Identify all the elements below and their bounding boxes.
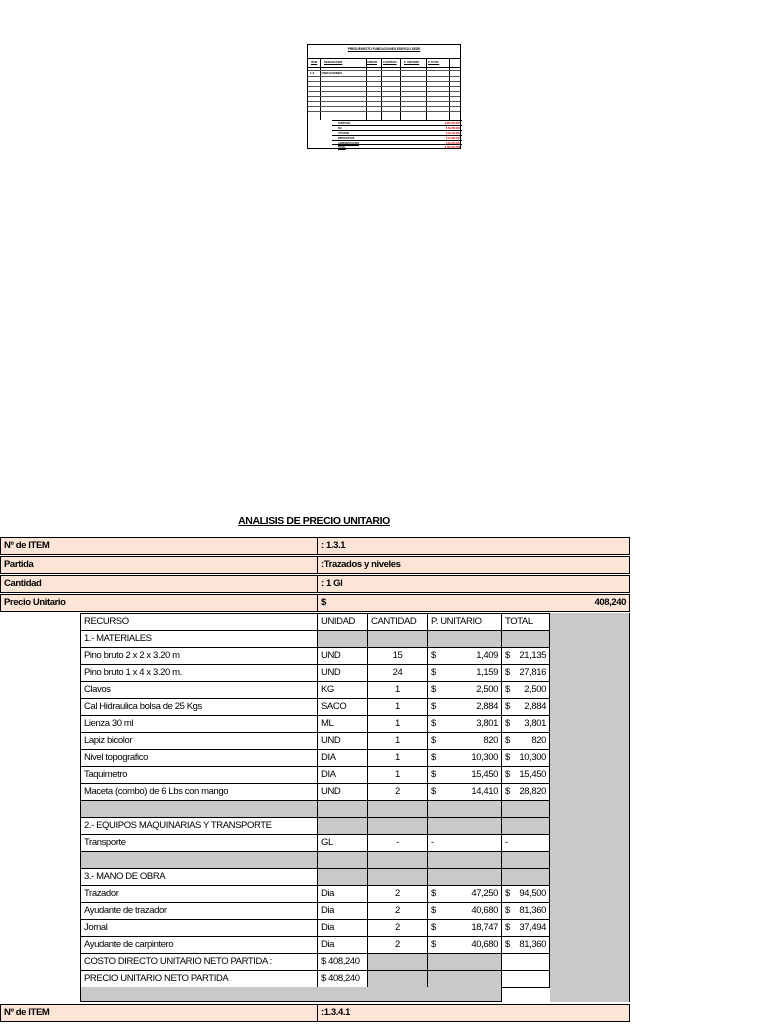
empty-cell xyxy=(317,800,368,818)
cantidad-cell: 1 xyxy=(367,732,428,750)
table-row xyxy=(80,732,550,750)
table-row xyxy=(80,715,550,733)
budget-header-item: ITEM xyxy=(311,61,318,64)
table-row xyxy=(80,936,550,954)
info-value: :Trazados y niveles xyxy=(317,556,630,574)
total-cell xyxy=(501,783,550,801)
recurso-cell: Trazador xyxy=(80,885,318,903)
currency-symbol: $ xyxy=(505,650,510,661)
precio-neto-row xyxy=(80,970,550,988)
table-row xyxy=(80,902,550,920)
empty-cell xyxy=(80,987,502,1002)
currency-symbol: $ xyxy=(431,701,436,712)
total-cell xyxy=(501,902,550,920)
punit-cell xyxy=(427,698,502,716)
unidad-cell: UND xyxy=(317,732,368,750)
total-value: 15,450 xyxy=(519,769,546,780)
precio-neto-value: $ 408,240 xyxy=(317,970,368,988)
costo-directo-row xyxy=(80,953,550,971)
info-label: Nº de ITEM xyxy=(0,1004,318,1022)
table-row xyxy=(80,664,550,682)
unidad-cell: ML xyxy=(317,715,368,733)
table-row xyxy=(80,885,550,903)
punit-value: 3,801 xyxy=(476,718,498,729)
empty-cell xyxy=(367,817,428,835)
punit-value: 1,159 xyxy=(476,667,498,678)
total-value: 27,816 xyxy=(519,667,546,678)
cantidad-cell: 2 xyxy=(367,783,428,801)
currency-symbol: $ xyxy=(431,922,436,933)
punit-cell xyxy=(427,766,502,784)
table-row xyxy=(80,647,550,665)
budget-header-ptotal: P. TOTAL xyxy=(428,61,440,64)
empty-cell xyxy=(501,817,550,835)
empty-cell xyxy=(427,851,502,869)
currency-symbol: $ xyxy=(431,888,436,899)
unidad-cell: Dia xyxy=(317,902,368,920)
costo-directo-label: COSTO DIRECTO UNITARIO NETO PARTIDA : xyxy=(80,953,318,971)
info-row-item xyxy=(0,537,630,555)
cantidad-cell: 2 xyxy=(367,919,428,937)
budget-header-punitario: P. UNITARIO xyxy=(404,61,420,64)
section-row-mano-obra xyxy=(80,868,550,886)
empty-cell xyxy=(317,851,368,869)
total-cell xyxy=(501,749,550,767)
total-cell xyxy=(501,647,550,665)
currency-symbol: $ xyxy=(505,684,510,695)
table-row xyxy=(80,783,550,801)
analysis-title: ANALISIS DE PRECIO UNITARIO xyxy=(238,515,390,527)
cantidad-cell: 2 xyxy=(367,936,428,954)
info-label: Nº de ITEM xyxy=(0,537,318,555)
punit-value: 10,300 xyxy=(471,752,498,763)
empty-cell xyxy=(367,868,428,886)
empty-cell xyxy=(501,953,550,971)
empty-cell xyxy=(427,953,502,971)
total-cell xyxy=(501,715,550,733)
empty-cell xyxy=(501,868,550,886)
spacer-row xyxy=(80,800,550,818)
precio-neto-label: PRECIO UNITARIO NETO PARTIDA xyxy=(80,970,318,988)
currency-symbol: $ xyxy=(505,769,510,780)
currency-symbol: $ xyxy=(431,769,436,780)
cantidad-cell: 24 xyxy=(367,664,428,682)
budget-total-row: IMPREVISTOS $ 10,860,000 xyxy=(332,135,462,141)
precio-unitario-amount: 408,240 xyxy=(594,597,626,608)
recurso-cell: Maceta (combo) de 6 Lbs con mango xyxy=(80,783,318,801)
total-cell xyxy=(501,664,550,682)
empty-cell xyxy=(501,970,550,988)
unidad-cell: SACO xyxy=(317,698,368,716)
empty-cell xyxy=(317,817,368,835)
currency-symbol: $ xyxy=(505,922,510,933)
empty-cell xyxy=(427,817,502,835)
empty-cell xyxy=(367,851,428,869)
currency-symbol: $ xyxy=(321,597,326,608)
currency-symbol: $ xyxy=(431,667,436,678)
empty-cell xyxy=(80,800,318,818)
total-value: 820 xyxy=(531,735,546,746)
empty-cell xyxy=(367,970,428,988)
total-cell xyxy=(501,681,550,699)
recurso-cell: Pino bruto 2 x 2 x 3.20 m xyxy=(80,647,318,665)
punit-value: 2,884 xyxy=(476,701,498,712)
empty-cell xyxy=(427,800,502,818)
empty-cell xyxy=(501,987,550,1002)
total-value: 21,135 xyxy=(519,650,546,661)
unidad-cell: UND xyxy=(317,783,368,801)
cantidad-cell: 1 xyxy=(367,698,428,716)
currency-symbol: $ xyxy=(431,684,436,695)
unidad-cell: KG xyxy=(317,681,368,699)
empty-cell xyxy=(501,630,550,648)
recurso-cell: Pino bruto 1 x 4 x 3.20 m. xyxy=(80,664,318,682)
total-cell xyxy=(501,919,550,937)
empty-cell xyxy=(501,800,550,818)
punit-value: 18,747 xyxy=(471,922,498,933)
currency-symbol: $ xyxy=(431,650,436,661)
recurso-cell: Jornal xyxy=(80,919,318,937)
recurso-cell: Lapiz bicolor xyxy=(80,732,318,750)
section-row-equipos xyxy=(80,817,550,835)
table-row xyxy=(80,698,550,716)
currency-symbol: $ xyxy=(431,786,436,797)
section-title: 3.- MANO DE OBRA xyxy=(80,868,318,886)
cantidad-cell: 1 xyxy=(367,766,428,784)
currency-symbol: $ xyxy=(505,905,510,916)
total-value: 2,884 xyxy=(524,701,546,712)
recurso-cell: Cal Hidraulica bolsa de 25 Kgs xyxy=(80,698,318,716)
currency-symbol: $ xyxy=(505,667,510,678)
total-cell xyxy=(501,766,550,784)
punit-value: 47,250 xyxy=(471,888,498,899)
cantidad-cell: 2 xyxy=(367,902,428,920)
recurso-cell: Ayudante de trazador xyxy=(80,902,318,920)
punit-cell xyxy=(427,732,502,750)
budget-summary-table xyxy=(307,44,461,149)
cantidad-cell: 1 xyxy=(367,681,428,699)
table-row xyxy=(80,749,550,767)
punit-cell xyxy=(427,664,502,682)
info-value: : 1 Gl xyxy=(317,575,630,593)
unidad-cell: Dia xyxy=(317,919,368,937)
currency-symbol: $ xyxy=(505,786,510,797)
empty-cell xyxy=(317,868,368,886)
total-value: 37,494 xyxy=(519,922,546,933)
currency-symbol: $ xyxy=(431,939,436,950)
budget-section-code: 1.3 xyxy=(310,71,315,75)
currency-symbol: $ xyxy=(431,718,436,729)
bottom-spacer-row xyxy=(80,987,550,1002)
header-total: TOTAL xyxy=(501,613,550,631)
recurso-cell: Nivel topografico xyxy=(80,749,318,767)
total-cell xyxy=(501,885,550,903)
budget-total-row: ADMINISTRACION $ 36,200,000 xyxy=(332,140,462,146)
unidad-cell: Dia xyxy=(317,936,368,954)
currency-symbol: $ xyxy=(505,701,510,712)
total-value: 28,820 xyxy=(519,786,546,797)
total-cell: - xyxy=(501,834,550,852)
total-value: 2,500 xyxy=(524,684,546,695)
budget-total-row: TOTAL $ 495,940,000 xyxy=(332,144,462,150)
unidad-cell: DIA xyxy=(317,766,368,784)
cantidad-cell: 1 xyxy=(367,715,428,733)
empty-cell xyxy=(501,851,550,869)
total-value: 3,801 xyxy=(524,718,546,729)
total-value: 81,360 xyxy=(519,939,546,950)
empty-cell xyxy=(367,800,428,818)
info-row-precio-unitario xyxy=(0,594,630,612)
unidad-cell: Dia xyxy=(317,885,368,903)
spacer-row xyxy=(80,851,550,869)
section-row-materiales xyxy=(80,630,550,648)
total-cell xyxy=(501,936,550,954)
punit-cell xyxy=(427,715,502,733)
recurso-cell: Transporte xyxy=(80,834,318,852)
punit-cell xyxy=(427,885,502,903)
punit-cell xyxy=(427,749,502,767)
table-row xyxy=(80,766,550,784)
punit-cell xyxy=(427,681,502,699)
total-value: 10,300 xyxy=(519,752,546,763)
currency-symbol: $ xyxy=(505,888,510,899)
table-row xyxy=(80,834,550,852)
unidad-cell: UND xyxy=(317,647,368,665)
unidad-cell: UND xyxy=(317,664,368,682)
punit-value: 15,450 xyxy=(471,769,498,780)
total-value: 81,360 xyxy=(519,905,546,916)
table-row xyxy=(80,919,550,937)
currency-symbol: $ xyxy=(505,735,510,746)
currency-symbol: $ xyxy=(431,752,436,763)
cantidad-cell: 2 xyxy=(367,885,428,903)
info-value: :1.3.4.1 xyxy=(317,1004,630,1022)
currency-symbol: $ xyxy=(505,752,510,763)
currency-symbol: $ xyxy=(505,718,510,729)
recurso-cell: Taquimetro xyxy=(80,766,318,784)
recurso-cell: Lienza 30 ml xyxy=(80,715,318,733)
punit-cell xyxy=(427,647,502,665)
punit-cell: - xyxy=(427,834,502,852)
empty-cell xyxy=(427,868,502,886)
total-cell xyxy=(501,698,550,716)
budget-title: PRESUPUESTO FUNDACIONES EDIFICIO SEDE xyxy=(347,47,421,51)
punit-cell xyxy=(427,936,502,954)
budget-header-row xyxy=(308,58,460,68)
currency-symbol: $ xyxy=(431,735,436,746)
costo-directo-value: $ 408,240 xyxy=(317,953,368,971)
empty-cell xyxy=(427,970,502,988)
info-row-partida xyxy=(0,556,630,574)
info-label: Partida xyxy=(0,556,318,574)
punit-value: 820 xyxy=(483,735,498,746)
punit-value: 2,500 xyxy=(476,684,498,695)
total-cell xyxy=(501,732,550,750)
section-title: 1.- MATERIALES xyxy=(80,630,318,648)
unidad-cell: DIA xyxy=(317,749,368,767)
empty-cell xyxy=(317,630,368,648)
empty-cell xyxy=(367,953,428,971)
punit-value: 40,680 xyxy=(471,939,498,950)
cantidad-cell: - xyxy=(367,834,428,852)
table-row xyxy=(80,681,550,699)
budget-total-row: SUBTOTAL $ 362,000,000 xyxy=(332,120,462,126)
budget-section-label: FUNDACIONES xyxy=(320,71,343,75)
punit-value: 14,410 xyxy=(471,786,498,797)
unidad-cell: GL xyxy=(317,834,368,852)
punit-value: 40,680 xyxy=(471,905,498,916)
punit-value: 1,409 xyxy=(476,650,498,661)
budget-header-unidad: UNIDAD xyxy=(367,61,378,64)
info-row-cantidad xyxy=(0,575,630,593)
next-item-row xyxy=(0,1004,630,1022)
empty-cell xyxy=(367,630,428,648)
section-title: 2.- EQUIPOS MAQUINARIAS Y TRANSPORTE xyxy=(80,817,318,835)
header-cantidad: CANTIDAD xyxy=(367,613,428,631)
punit-cell xyxy=(427,783,502,801)
budget-header-designacion: DESIGNACION xyxy=(324,61,343,64)
empty-cell xyxy=(80,851,318,869)
cantidad-cell: 1 xyxy=(367,749,428,767)
recurso-cell: Ayudante de carpintero xyxy=(80,936,318,954)
info-value: : 1.3.1 xyxy=(317,537,630,555)
currency-symbol: $ xyxy=(431,905,436,916)
cantidad-cell: 15 xyxy=(367,647,428,665)
info-label: Cantidad xyxy=(0,575,318,593)
header-recurso: RECURSO xyxy=(80,613,318,631)
info-label: Precio Unitario xyxy=(0,594,318,612)
budget-total-row: UTILIDAD $ 18,100,000 xyxy=(332,130,462,136)
header-unidad: UNIDAD xyxy=(317,613,368,631)
currency-symbol: $ xyxy=(505,939,510,950)
budget-total-row: IVA $ 68,780,000 xyxy=(332,125,462,131)
side-grey-panel xyxy=(550,613,630,1002)
info-value xyxy=(317,594,630,612)
punit-cell xyxy=(427,902,502,920)
budget-header-cantidad: CANTIDAD xyxy=(383,61,397,64)
empty-cell xyxy=(427,630,502,648)
resource-header-row xyxy=(80,613,550,631)
recurso-cell: Clavos xyxy=(80,681,318,699)
header-punitario: P. UNITARIO xyxy=(427,613,502,631)
punit-cell xyxy=(427,919,502,937)
total-value: 94,500 xyxy=(519,888,546,899)
